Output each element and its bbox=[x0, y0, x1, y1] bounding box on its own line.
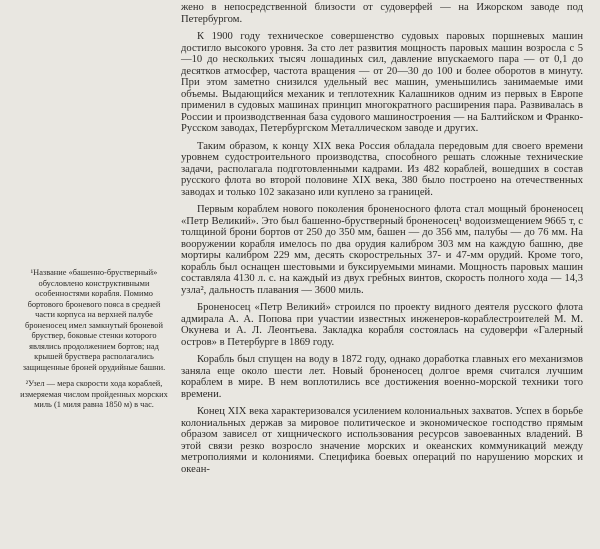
footnote-1: ¹Название «башенно-брустверный» обусловлено конструктивными особенностями корабля. Помимо бортового броневого пояса в средней части корпуса на верхней палубе броненосец имел замкнутый броневой бруствер, боковые стенки которого являлись продолжением бортов; над крышей бруствера располагались защищенные броней орудийные башни. bbox=[22, 268, 166, 372]
paragraph: Таким образом, к концу XIX века Россия обладала передовым для своего времени уровнем судостроительного производства, способного решать сложные технические задачи, располагала подготовленными кадрами. Из 482 кораблей, вошедших в состав русского флота во второй половине XIX века, 380 было построено на отечественных заводах и только 102 заказано или куплено за границей. bbox=[181, 140, 583, 198]
footnote-2: ²Узел — мера скорости хода кораблей, измеряемая числом пройденных морских миль (1 миля равна 1850 м) в час. bbox=[20, 379, 168, 409]
paragraph: Корабль был спущен на воду в 1872 году, однако доработка главных его механизмов заняла еще около шести лет. Новый броненосец долгое время считался лучшим кораблем в мире. В нем воплотились все достижения военно-морской техники того времени. bbox=[181, 354, 583, 400]
paragraph: Броненосец «Петр Великий» строился по проекту видного деятеля русского флота адмирала А. А. Попова при участии известных инженеров-кораблестроителей М. М. Окунева и А. Л. Леонтьева. Закладка корабля состоялась на судоверфи «Галерный остров» в Петербурге в 1869 году. bbox=[181, 302, 583, 348]
paragraph: жено в непосредственной близости от судоверфей — на Ижорском заводе под Петербургом. bbox=[181, 2, 583, 25]
paragraph: Первым кораблем нового поколения броненосного флота стал мощный броненосец «Петр Великий». Это был башенно-брустверный броненосец¹ водоизмещением 9665 т, с толщиной брони бортов от 250 до 350 мм, башен — до 356 мм, палубы — до 76 мм. На вооружении корабля имелось по два орудия калибром 303 мм на каждую башню, две мортиры калибром 229 мм, десять скорострельных 37- и 47-мм орудий. Кроме того, корабль был оснащен шестовыми и буксируемыми минами. Мощность паровых машин составляла 4130 л. с. на каждый из двух гребных винтов, скорость полного хода — 14,3 узла², дальность плавания — 3600 миль. bbox=[181, 204, 583, 296]
footnotes-column bbox=[18, 268, 170, 417]
paragraph: К 1900 году техническое совершенство судовых паровых поршневых машин достигло высокого уровня. За сто лет развития мощность паровых машин возросла с 5—10 до нескольких тысяч лошадиных сил, давление впускаемого пара — от 0,1 до десятков атмосфер, частота вращения — от 20—30 до 100 и более оборотов в минуту. При этом заметно снизился удельный вес машин, уменьшились занимаемые ими объемы. Выдающийся механик и теплотехник Калашников одним из первых в Европе применил в судовых машинах принцип многократного расширения пара. Развивалась в России и производственная база судового машиностроения — на Балтийском и Франко-Русском заводах, Петербургском Металлическом заводе и других. bbox=[181, 31, 583, 134]
paragraph: Конец XIX века характеризовался усилением колониальных захватов. Успех в борьбе колониальных держав за мировое политическое и экономическое господство прямым образом зависел от хищнического использования ресурсов завоеванных владений. В этой связи резко возросло значение морских и океанских коммуникаций между метрополиями и колониями. Специфика боевых операций по нарушению морских и океан- bbox=[181, 406, 583, 475]
main-text-column bbox=[181, 2, 583, 481]
